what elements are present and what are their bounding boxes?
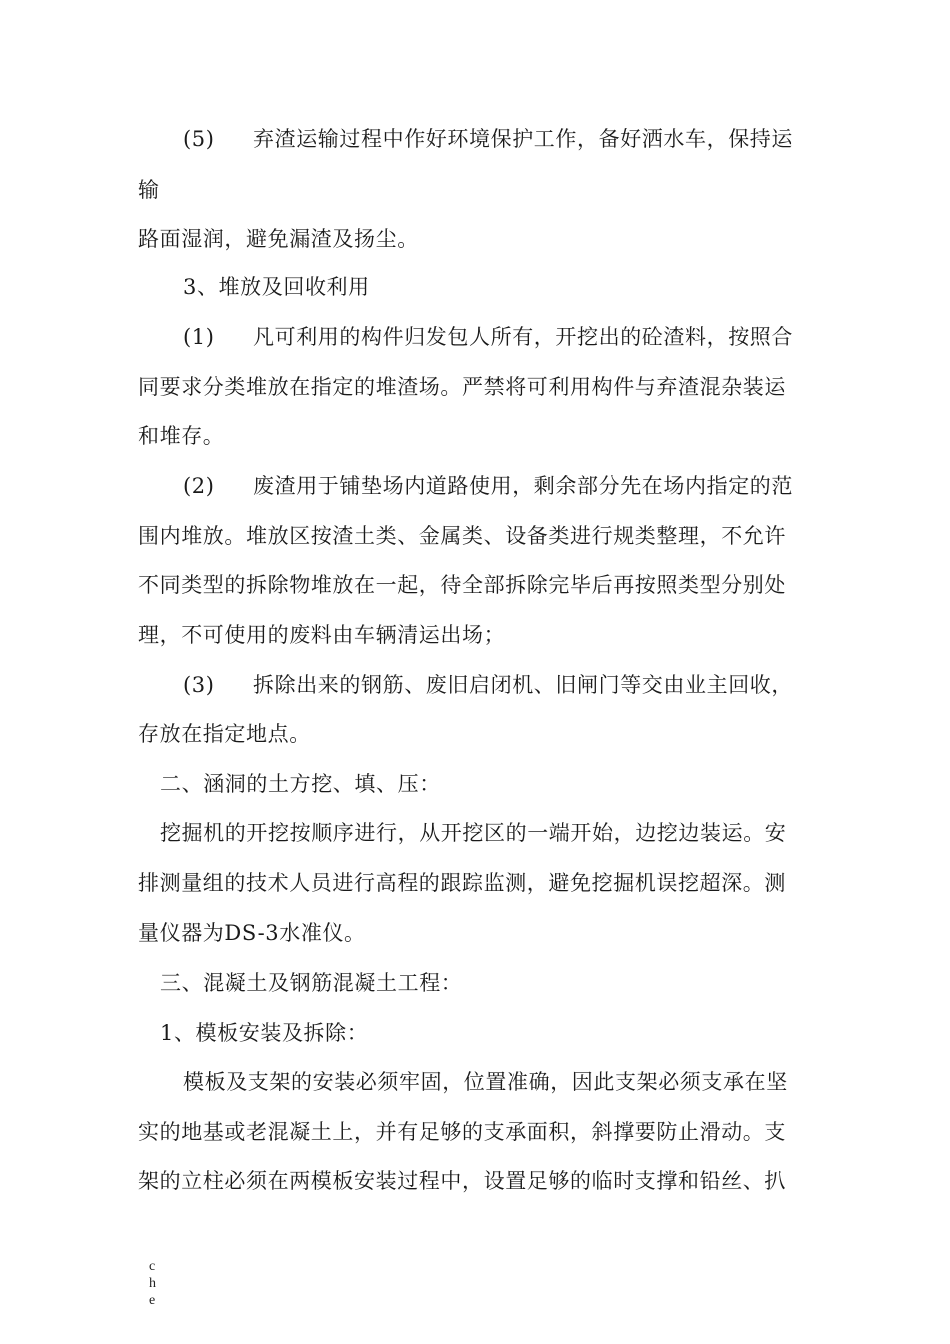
section-2-line-1: 挖掘机的开挖按顺序进行，从开挖区的一端开始，边挖边装运。安 <box>160 821 787 845</box>
paragraph-5-line-3: 路面湿润，避免漏渣及扬尘。 <box>138 227 419 251</box>
paragraph-2-line-3: 不同类型的拆除物堆放在一起，待全部拆除完毕后再按照类型分别处 <box>138 573 786 597</box>
section-heading-3-concrete: 三、混凝土及钢筋混凝土工程： <box>160 971 463 995</box>
paragraph-text: 凡可利用的构件归发包人所有，开挖出的砼渣料，按照合 <box>253 325 793 349</box>
paragraph-5-line-1 <box>183 124 793 154</box>
subsection-heading-1: 1、模板安装及拆除： <box>160 1021 369 1045</box>
footer-char: e <box>149 1293 156 1308</box>
paragraph-3-line-2: 存放在指定地点。 <box>138 722 311 746</box>
item-number: (1) <box>183 325 215 349</box>
footer-char: h <box>149 1276 156 1291</box>
section-heading-3: 3、堆放及回收利用 <box>183 275 370 299</box>
paragraph-2-line-4: 理，不可使用的废料由车辆清运出场； <box>138 623 506 647</box>
paragraph-1-line-2: 同要求分类堆放在指定的堆渣场。严禁将可利用构件与弃渣混杂装运 <box>138 375 786 399</box>
paragraph-text: 弃渣运输过程中作好环境保护工作，备好洒水车，保持运 <box>253 127 793 151</box>
section-heading-2: 二、涵洞的土方挖、填、压： <box>160 772 441 796</box>
item-number: (5) <box>183 127 215 151</box>
paragraph-3-line-1 <box>183 670 793 700</box>
item-number: (2) <box>183 474 215 498</box>
item-number: (3) <box>183 673 215 697</box>
subsection-1-line-3: 架的立柱必须在两模板安装过程中，设置足够的临时支撑和铅丝、扒 <box>138 1169 786 1193</box>
section-2-line-2: 排测量组的技术人员进行高程的跟踪监测，避免挖掘机误挖超深。测 <box>138 871 786 895</box>
footer-note <box>149 1258 159 1309</box>
paragraph-2-line-2: 围内堆放。堆放区按渣土类、金属类、设备类进行规类整理，不允许 <box>138 524 786 548</box>
section-2-line-3: 量仪器为DS-3水准仪。 <box>138 921 366 945</box>
paragraph-1-line-1 <box>183 322 793 352</box>
paragraph-1-line-3: 和堆存。 <box>138 424 225 448</box>
paragraph-2-line-1 <box>183 471 793 501</box>
subsection-1-line-1: 模板及支架的安装必须牢固，位置准确，因此支架必须支承在坚 <box>183 1070 788 1094</box>
footer-char: c <box>149 1259 156 1274</box>
paragraph-text: 拆除出来的钢筋、废旧启闭机、旧闸门等交由业主回收， <box>253 673 793 697</box>
paragraph-text: 废渣用于铺垫场内道路使用，剩余部分先在场内指定的范 <box>253 474 793 498</box>
subsection-1-line-2: 实的地基或老混凝土上，并有足够的支承面积，斜撑要防止滑动。支 <box>138 1120 786 1144</box>
paragraph-5-line-2: 输 <box>138 178 160 202</box>
